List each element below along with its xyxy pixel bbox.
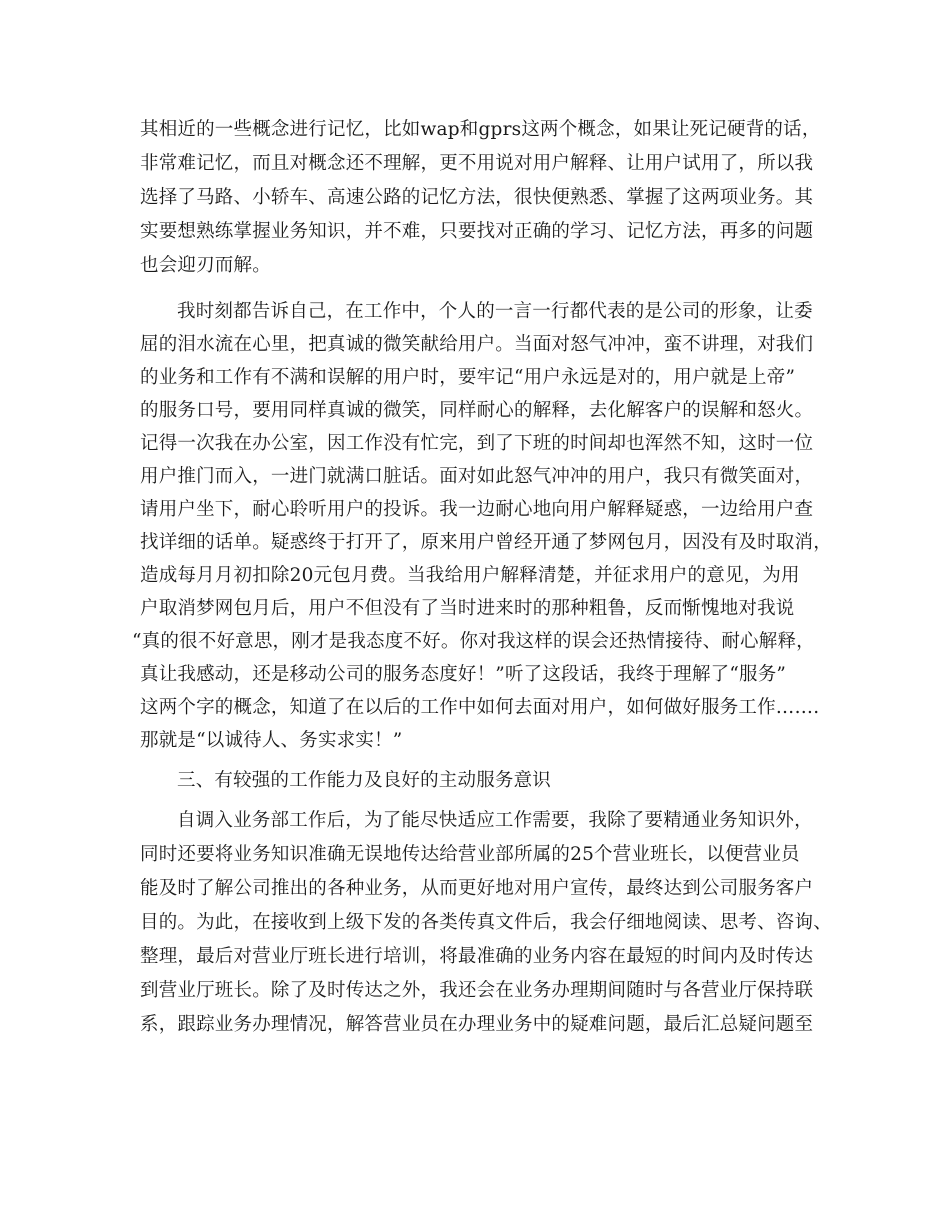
body-line: “真的很不好意思，刚才是我态度不好。你对我这样的误会还热情接待、耐心解释， [132, 631, 815, 652]
body-line: 真让我感动，还是移动公司的服务态度好！”听了这段话，我终于理解了“服务” [140, 664, 787, 685]
body-line: 的服务口号，要用同样真诚的微笑，同样耐心的解释，去化解客户的误解和怒火。 [140, 400, 814, 421]
paragraph-start-line: 自调入业务部工作后，为了能尽快适应工作需要，我除了要精通业务知识外， [177, 810, 813, 831]
body-line: 同时还要将业务知识准确无误地传达给营业部所属的25个营业班长，以便营业员 [140, 844, 800, 865]
body-line: 的业务和工作有不满和误解的用户时，要牢记“用户永远是对的，用户就是上帝” [140, 367, 796, 388]
body-line: 目的。为此，在接收到上级下发的各类传真文件后，我会仔细地阅读、思考、咨询、 [140, 912, 832, 933]
body-line: 记得一次我在办公室，因工作没有忙完，到了下班的时间却也浑然不知，这时一位 [140, 433, 814, 454]
body-line: 造成每月月初扣除20元包月费。当我给用户解释清楚，并征求用户的意见，为用 [140, 565, 800, 586]
body-line: 到营业厅班长。除了及时传达之外，我还会在业务办理期间随时与各营业厅保持联 [140, 980, 814, 1001]
body-line: 实要想熟练掌握业务知识，并不难，只要找对正确的学习、记忆方法，再多的问题 [140, 221, 814, 242]
body-line: 请用户坐下，耐心聆听用户的投诉。我一边耐心地向用户解释疑惑，一边给用户查 [140, 499, 814, 520]
body-line: 也会迎刃而解。 [140, 255, 271, 276]
body-line: 户取消梦网包月后，用户不但没有了当时进来时的那种粗鲁，反而惭愧地对我说 [140, 598, 795, 619]
body-line: 能及时了解公司推出的各种业务，从而更好地对用户宣传，最终达到公司服务客户 [140, 878, 814, 899]
section-heading: 三、有较强的工作能力及良好的主动服务意识 [177, 770, 552, 791]
body-line: 用户推门而入，一进门就满口脏话。面对如此怒气冲冲的用户，我只有微笑面对， [140, 466, 814, 487]
body-line: 非常难记忆，而且对概念还不理解，更不用说对用户解释、让用户试用了，所以我 [140, 153, 814, 174]
body-line: 系，跟踪业务办理情况，解答营业员在办理业务中的疑难问题，最后汇总疑问题至 [140, 1014, 814, 1035]
body-line: 其相近的一些概念进行记忆，比如wap和gprs这两个概念，如果让死记硬背的话， [140, 119, 821, 140]
body-line: 这两个字的概念，知道了在以后的工作中如何去面对用户，如何做好服务工作……. [140, 697, 820, 718]
body-line: 屈的泪水流在心里，把真诚的微笑献给用户。当面对怒气冲冲，蛮不讲理，对我们 [140, 334, 814, 355]
body-line: 选择了马路、小轿车、高速公路的记忆方法，很快便熟悉、掌握了这两项业务。其 [140, 187, 814, 208]
body-line: 整理，最后对营业厅班长进行培训，将最准确的业务内容在最短的时间内及时传达 [140, 946, 814, 967]
paragraph-start-line: 我时刻都告诉自己，在工作中，个人的一言一行都代表的是公司的形象，让委 [177, 301, 813, 322]
body-line: 那就是“以诚待人、务实求实！” [140, 730, 403, 751]
body-line: 找详细的话单。疑惑终于打开了，原来用户曾经开通了梦网包月，因没有及时取消， [140, 532, 832, 553]
